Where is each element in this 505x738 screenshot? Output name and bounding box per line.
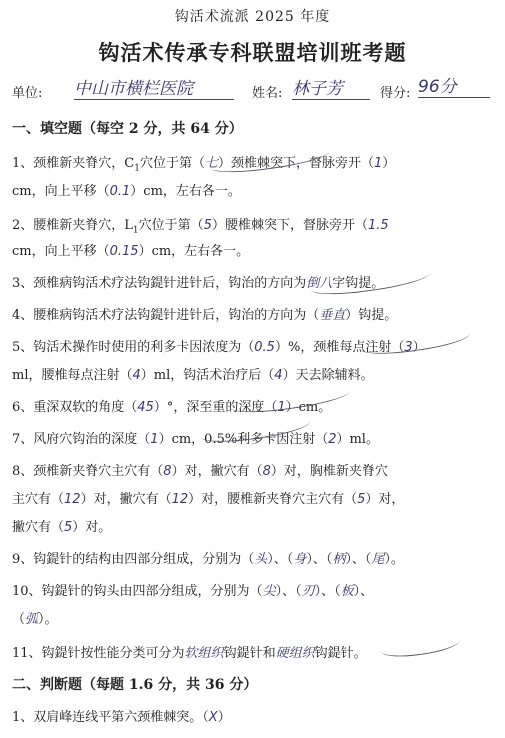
answer: 垂直 [319,308,346,323]
score-label: 得分: [380,86,411,101]
answer: 硬组织 [275,646,315,661]
question-10: 10、钩鍉针的钩头由四部分组成，分别为（尖）、（刃）、（板）、 [12,584,374,599]
question-8: 8、颈椎新夹脊穴主穴有（8）对，撇穴有（8）对，胸椎新夹脊穴 [12,464,388,479]
answer: 5 [357,492,366,507]
exam-title: 钩活术传承专科联盟培训班考题 [98,40,407,65]
question-6: 6、重深双软的角度（45）°，深至重的深度（1）cm。 [12,400,332,415]
answer: 头 [254,552,268,567]
answer: 1.5 [367,218,389,233]
answer: 8 [262,464,271,479]
answer: 0.15 [109,244,139,259]
answer: 尖 [262,584,276,599]
answer: 4 [132,368,141,383]
score-value: 96分 [418,72,490,98]
name-label: 姓名: [252,86,283,101]
question-8-line-3: 撇穴有（5）对。 [12,520,112,535]
name-value: 林子芳 [292,74,370,100]
answer: 软组织 [184,646,224,661]
question-1: 1、颈椎新夹脊穴，$C_1$穴位于第（七）颈椎棘突下，督脉旁开（1） [12,156,396,174]
answer: 3 [404,340,413,355]
answer: 1 [374,156,383,171]
answer: 柄 [332,552,346,567]
answer: 倒八 [306,276,333,291]
question-1-line-2: cm，向上平移（0.1）cm，左右各一。 [12,184,241,199]
grading-mark [309,264,430,300]
answer: X [208,710,218,725]
question-5-line-2: ml，腰椎每点注射（4）ml，钩活术治疗后（4）天去除辅料。 [12,368,374,383]
answer: 尾 [371,552,385,567]
answer: 8 [163,464,172,479]
answer: 2 [328,432,337,447]
grading-mark [379,631,461,661]
answer: 身 [293,552,307,567]
answer: 5 [203,218,212,233]
question-4: 4、腰椎病钩活术疗法钩鍉针进针后，钩治的方向为（垂直）钩提。 [12,308,398,323]
unit-label: 单位: [12,86,43,101]
question-7: 7、风府穴钩治的深度（1）cm，0.5%利多卡因注射（2）ml。 [12,432,379,447]
answer: 刃 [301,584,315,599]
answer: 1 [150,432,159,447]
answer: 0.5 [254,340,275,355]
school-header: 钩活术流派 2025 年度 [174,9,331,25]
question-2: 2、腰椎新夹脊穴，$L_1$穴位于第（5）腰椎棘突下，督脉旁开（1.5 [12,218,389,236]
question-9: 9、钩鍉针的结构由四部分组成，分别为（头）、（身）、（柄）、（尾）。 [12,552,404,567]
answer: 板 [340,584,354,599]
answer: 弧 [25,612,39,627]
answer: 七 [204,156,218,171]
judgement-question-1: 1、双肩峰连线平第六颈椎棘突。（X） [12,710,231,725]
answer: 45 [137,400,154,415]
question-3: 3、颈椎病钩活术疗法钩鍉针进针后，钩治的方向为倒八字钩提。 [12,276,385,291]
answer: 4 [274,368,283,383]
answer: 5 [64,520,73,535]
answer: 12 [64,492,81,507]
question-2-line-2: cm，向上平移（0.15）cm，左右各一。 [12,244,250,259]
question-8-line-2: 主穴有（12）对，撇穴有（12）对，腰椎新夹脊穴主穴有（5）对， [12,492,405,507]
question-5: 5、钩活术操作时使用的利多卡因浓度为（0.5）%，颈椎每点注射（3） [12,340,426,355]
section-true-false-title: 二、判断题（每题 1.6 分，共 36 分） [12,677,258,693]
question-11: 11、钩鍉针按性能分类可分为软组织钩鍉针和硬组织钩鍉针。 [12,646,367,661]
question-10-line-2: （弧）。 [12,612,58,627]
answer: 0.1 [109,184,131,199]
answer: 1 [277,400,286,415]
section-fill-in-title: 一、填空题（每空 2 分，共 64 分） [12,121,243,137]
answer: 12 [171,492,189,507]
unit-value: 中山市横栏医院 [74,74,234,100]
